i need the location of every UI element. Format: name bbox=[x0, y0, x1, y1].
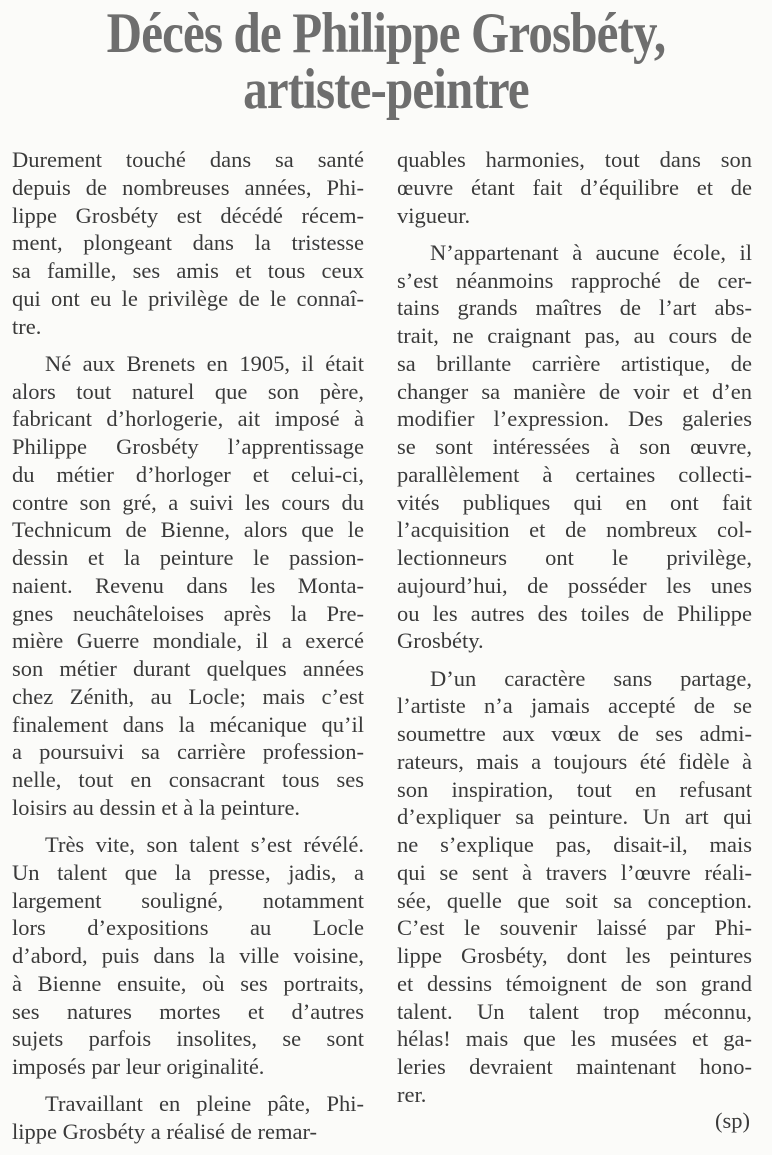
text-line: lippe Grosbéty a réalisé de remar- bbox=[12, 1119, 318, 1144]
text-line: quables harmonies, tout dans son bbox=[397, 147, 752, 172]
text-line: changer sa manière de voir et d’en bbox=[397, 378, 752, 404]
text-line: ses natures mortes et d’autres bbox=[12, 998, 364, 1024]
text-line: sée, quelle que soit sa conception. bbox=[397, 887, 752, 913]
text-line: C’est le souvenir laissé par Phi- bbox=[397, 915, 752, 941]
paragraph bbox=[12, 831, 364, 1081]
text-line: N’appartenant à aucune école, il bbox=[430, 239, 752, 265]
text-line: et dessins témoignent de son grand bbox=[397, 970, 752, 996]
text-line: lors d’expositions au Locle bbox=[12, 915, 364, 941]
text-line: l’artiste n’a jamais accepté de se bbox=[397, 693, 752, 719]
paragraph bbox=[12, 146, 364, 340]
text-line: sujets parfois insolites, se sont bbox=[12, 1026, 364, 1052]
text-line: lectionneurs ont le privilège, bbox=[397, 545, 752, 570]
text-line: fabricant d’horlogerie, ait imposé à bbox=[12, 406, 364, 432]
paragraph bbox=[12, 1090, 364, 1146]
text-line: Un talent que la presse, jadis, a bbox=[12, 859, 364, 885]
text-line: d’abord, puis dans la ville voisine, bbox=[12, 943, 364, 968]
text-line: modifier l’expression. Des galeries bbox=[397, 406, 752, 432]
text-line: du métier d’horloger et celui-ci, bbox=[12, 461, 364, 487]
text-line: à Bienne ensuite, où ses portraits, bbox=[12, 970, 364, 996]
text-line: Grosbéty. bbox=[397, 628, 484, 654]
text-line: Né aux Brenets en 1905, il était bbox=[45, 350, 364, 376]
text-line: sa brillante carrière artistique, de bbox=[397, 350, 752, 376]
text-line: aujourd’hui, de posséder les unes bbox=[397, 572, 752, 598]
text-line: l’acquisition et de nombreux col- bbox=[397, 517, 752, 543]
text-line: vités publiques qui en ont fait bbox=[397, 489, 752, 515]
text-line: contre son gré, a suivi les cours du bbox=[12, 489, 364, 515]
text-line: alors tout naturel que son père, bbox=[12, 378, 364, 404]
text-line: Très vite, son talent s’est révélé. bbox=[45, 832, 364, 857]
text-line: qui ont eu le privilège de le connaî- bbox=[12, 285, 364, 311]
text-line: ne s’explique pas, disait-il, mais bbox=[397, 832, 752, 857]
text-line: d’expliquer sa peinture. Un art qui bbox=[397, 804, 752, 830]
paragraph bbox=[397, 665, 752, 1109]
text-line: parallèlement à certaines collecti- bbox=[397, 461, 752, 487]
text-line: gnes neuchâteloises après la Pre- bbox=[12, 600, 364, 626]
text-line: rateurs, mais a toujours été fidèle à bbox=[397, 748, 752, 774]
text-line: son inspiration, tout en refusant bbox=[397, 776, 752, 802]
text-line: depuis de nombreuses années, Phi- bbox=[12, 174, 364, 200]
text-line: tre. bbox=[12, 313, 42, 339]
paragraph bbox=[397, 146, 752, 229]
left-column bbox=[12, 146, 364, 1155]
text-line: son métier durant quelques années bbox=[12, 656, 364, 681]
text-line: ment, plongeant dans la tristesse bbox=[12, 230, 364, 256]
text-line: Travaillant en pleine pâte, Phi- bbox=[45, 1091, 364, 1117]
text-line: a poursuivi sa carrière profession- bbox=[12, 739, 364, 765]
text-line: finalement dans la mécanique qu’il bbox=[12, 711, 364, 737]
paragraph bbox=[12, 350, 364, 822]
text-line: imposés par leur originalité. bbox=[12, 1054, 265, 1079]
text-line: talent. Un talent trop méconnu, bbox=[397, 998, 752, 1024]
text-line: Durement touché dans sa santé bbox=[12, 147, 364, 172]
text-line: chez Zénith, au Locle; mais c’est bbox=[12, 683, 364, 709]
text-line: qui se sent à travers l’œuvre réali- bbox=[397, 859, 752, 885]
text-line: loisirs au dessin et à la peinture. bbox=[12, 794, 301, 820]
text-line: mière Guerre mondiale, il a exercé bbox=[12, 628, 364, 654]
text-line: rer. bbox=[397, 1081, 427, 1107]
headline-line-2: artiste-peintre bbox=[243, 58, 529, 121]
text-line: lippe Grosbéty, dont les peintures bbox=[397, 943, 752, 968]
text-line: tains grands maîtres de l’art abs- bbox=[397, 295, 752, 321]
article-headline bbox=[0, 2, 772, 121]
text-line: D’un caractère sans partage, bbox=[430, 665, 752, 691]
text-line: s’est néanmoins rapproché de cer- bbox=[397, 267, 752, 293]
text-line: nelle, tout en consacrant tous ses bbox=[12, 767, 364, 792]
right-column bbox=[397, 146, 752, 1118]
text-line: sa famille, ses amis et tous ceux bbox=[12, 258, 364, 283]
text-line: leries devraient maintenant hono- bbox=[397, 1054, 752, 1079]
text-line: largement souligné, notamment bbox=[12, 887, 364, 913]
text-line: trait, ne craignant pas, au cours de bbox=[397, 323, 752, 348]
text-line: ou les autres des toiles de Philippe bbox=[397, 600, 752, 626]
text-line: se sont intéressées à son œuvre, bbox=[397, 434, 752, 459]
text-line: soumettre aux vœux de ses admi- bbox=[397, 721, 752, 746]
text-line: naient. Revenu dans les Monta- bbox=[12, 572, 364, 598]
text-line: lippe Grosbéty est décédé récem- bbox=[12, 202, 364, 228]
text-line: dessin et la peinture le passion- bbox=[12, 545, 364, 570]
paragraph bbox=[397, 239, 752, 655]
headline-line-1: Décès de Philippe Grosbéty, bbox=[106, 2, 666, 65]
text-line: Technicum de Bienne, alors que le bbox=[12, 517, 364, 543]
text-line: œuvre étant fait d’équilibre et de bbox=[397, 174, 752, 200]
author-signature: (sp) bbox=[715, 1108, 750, 1133]
text-line: Philippe Grosbéty l’apprentissage bbox=[12, 434, 364, 459]
text-line: hélas! mais que les musées et ga- bbox=[397, 1026, 752, 1052]
text-line: vigueur. bbox=[397, 202, 471, 228]
